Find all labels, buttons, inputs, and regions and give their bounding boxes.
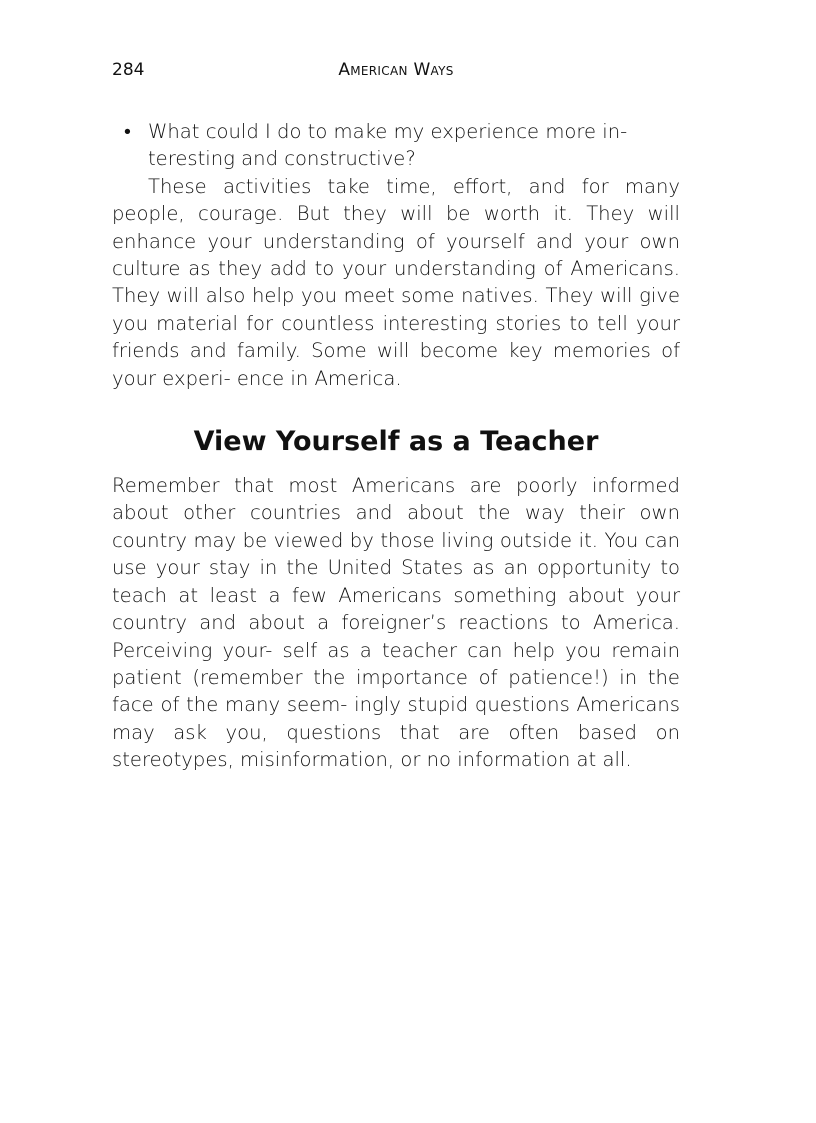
- running-title: American Ways: [338, 60, 454, 80]
- bullet-text: What could I do to make my experience more in- teresting and constructive?: [148, 120, 628, 171]
- page-number: 284: [112, 60, 145, 80]
- page-content: [112, 118, 680, 774]
- paragraph-teacher: Remember that most Americans are poorly informed about other countries and about the way their own country may be viewed by those living outside it. You can use your stay in the United States as an opportunity to teach at least a few Americans something about your country and about a foreigner’s reactions to America. Perceiving your- self as a teacher can help you remain patient (remember the importance of patience!) in the face of the many seem- ingly stupid questions Americans may ask you, questions that are often based on stereotypes, misinformation, or no information at all.: [112, 474, 680, 772]
- section-heading: View Yourself as a Teacher: [193, 426, 599, 458]
- bullet-item: [112, 118, 680, 173]
- bullet-marker: •: [124, 120, 131, 143]
- paragraph-activities: These activities take time, effort, and for many people, courage. But they will be worth it. They will enhance your understanding of yourself and your own culture as they add to your understanding of Americans. They will also help you meet some natives. They will give you material for countless interesting stories to tell your friends and family. Some will become key memories of your experi- ence in America.: [112, 174, 680, 390]
- running-head: [112, 60, 680, 86]
